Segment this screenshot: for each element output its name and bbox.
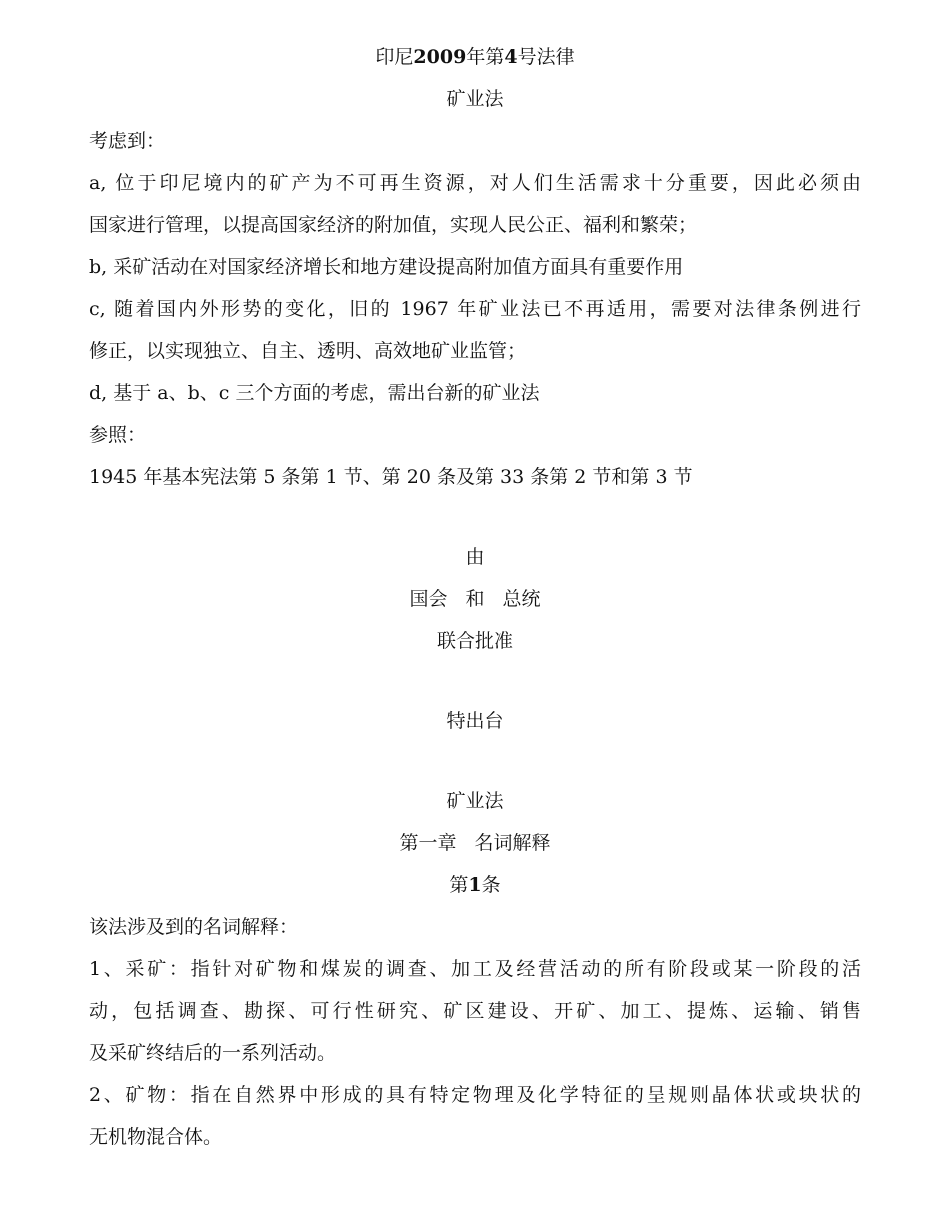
- document-title: [89, 36, 861, 78]
- party-and: 和: [465, 588, 485, 610]
- party-president: 总统: [502, 588, 541, 610]
- definition-2-line-1: 2、矿物：指在自然界中形成的具有特定物理及化学特征的呈规则晶体状或块状的: [89, 1084, 861, 1106]
- clause-a-line-2: 国家进行管理，以提高国家经济的附加值，实现人民公正、福利和繁荣；: [89, 214, 698, 236]
- article-heading: [89, 864, 861, 906]
- considering-label: 考虑到：: [89, 130, 166, 152]
- clause-c-line-1: c, 随着国内外形势的变化，旧的 1967 年矿业法已不再适用，需要对法律条例进行: [89, 298, 861, 320]
- document-page: [89, 36, 861, 1158]
- approval-by: 由: [465, 546, 485, 568]
- title-middle: 年第: [466, 46, 505, 68]
- title-year: 2009: [413, 46, 467, 68]
- spacer: [89, 498, 861, 536]
- reference-label: 参照：: [89, 424, 147, 446]
- approval-parties: [89, 578, 861, 620]
- chapter-number: 第一章: [399, 832, 457, 854]
- definition-2-line-2: 无机物混合体。: [89, 1126, 223, 1148]
- clause-a-line-1: a, 位于印尼境内的矿产为不可再生资源，对人们生活需求十分重要，因此必须由: [89, 172, 861, 194]
- title-number: 4: [504, 46, 518, 68]
- spacer: [89, 662, 861, 700]
- article-number: 1: [468, 874, 482, 896]
- article-prefix: 第: [449, 874, 469, 896]
- definition-1-line-1: 1、采矿：指针对矿物和煤炭的调查、加工及经营活动的所有阶段或某一阶段的活: [89, 958, 861, 980]
- document-subtitle: 矿业法: [446, 88, 504, 110]
- chapter-title: 名词解释: [474, 832, 551, 854]
- definition-1-line-3: 及采矿终结后的一系列活动。: [89, 1042, 337, 1064]
- party-parliament: 国会: [409, 588, 448, 610]
- title-prefix: 印尼: [375, 46, 414, 68]
- clause-d: d, 基于 a、b、c 三个方面的考虑，需出台新的矿业法: [89, 382, 540, 404]
- article-suffix: 条: [481, 874, 501, 896]
- article-intro: 该法涉及到的名词解释：: [89, 916, 299, 938]
- issue-statement: 特出台: [446, 710, 504, 732]
- approval-jointly: 联合批准: [436, 630, 513, 652]
- spacer: [89, 742, 861, 780]
- clause-c-line-2: 修正，以实现独立、自主、透明、高效地矿业监管；: [89, 340, 527, 362]
- chapter-heading: [89, 822, 861, 864]
- law-name: 矿业法: [446, 790, 504, 812]
- definition-1-line-2: 动，包括调查、勘探、可行性研究、矿区建设、开矿、加工、提炼、运输、销售: [89, 1000, 861, 1022]
- title-suffix: 号法律: [517, 46, 575, 68]
- clause-b: b, 采矿活动在对国家经济增长和地方建设提高附加值方面具有重要作用: [89, 256, 684, 278]
- reference-text: 1945 年基本宪法第 5 条第 1 节、第 20 条及第 33 条第 2 节和第 3 节: [89, 466, 693, 488]
